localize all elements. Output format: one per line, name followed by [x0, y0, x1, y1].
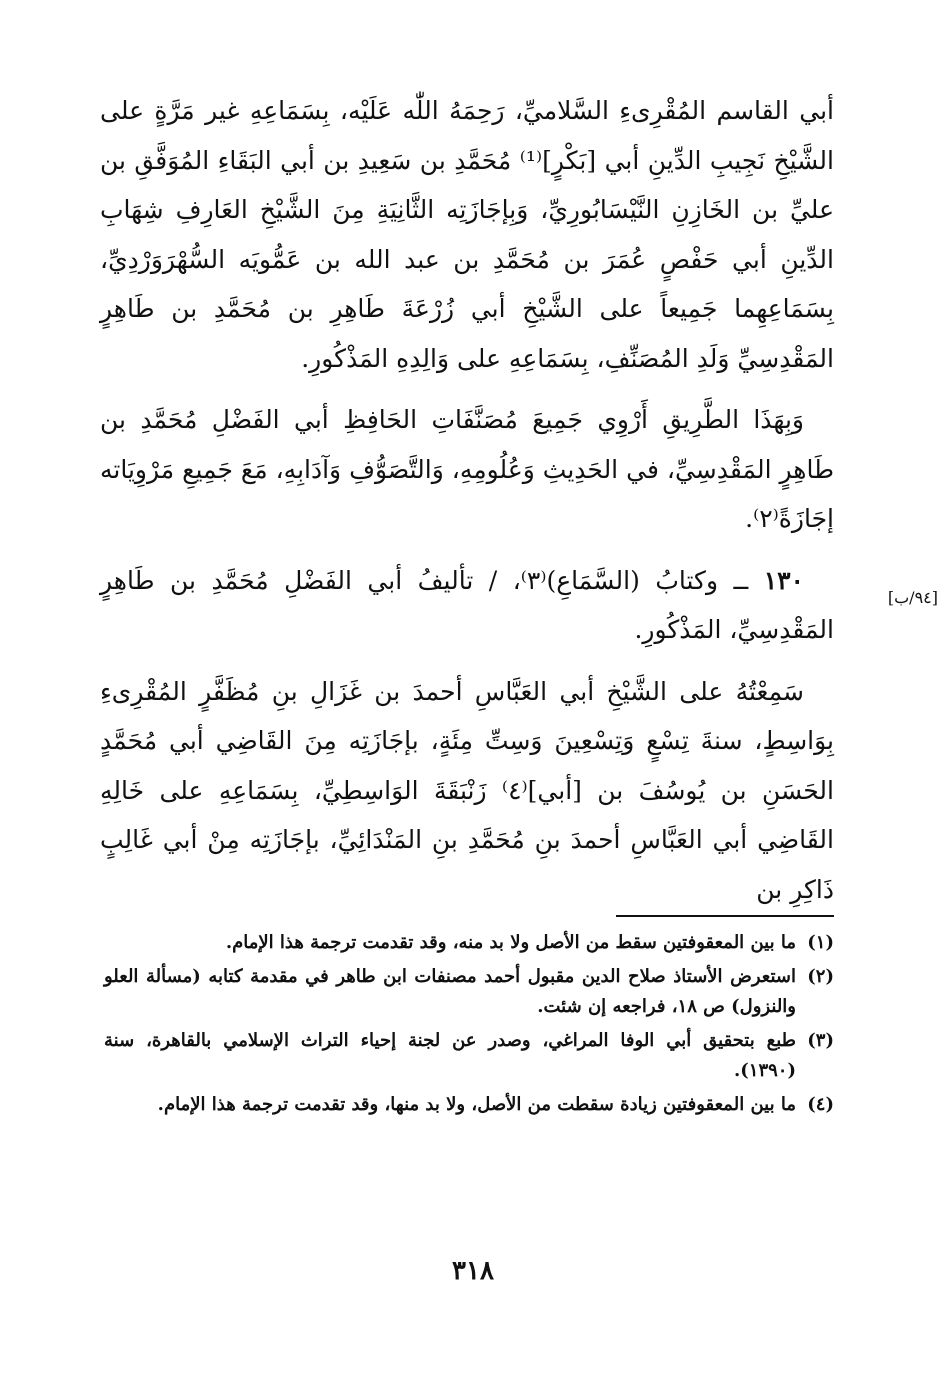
footnote-1 [104, 928, 834, 958]
footnote-number: (١) [807, 932, 834, 953]
page-number: ٣١٨ [452, 1256, 494, 1286]
footnote-number: (٤) [807, 1094, 834, 1115]
footnote-3 [104, 1026, 834, 1086]
paragraph-chain-of-narration: أبي القاسم المُقْرِىءِ السَّلاميِّ، رَحِمَهُ اللّٰه عَلَيْه، بِسَمَاعِهِ غير مَرَّةٍ على الشَّيْخِ نَجِيبِ الدِّينِ أبي [بَكْرٍ]⁽¹⁾ مُحَمَّدِ بن سَعِيدِ بن أبي البَقَاءِ المُوَفَّقِ بن عليِّ بن الخَازِنِ النَّيْسَابُورِيِّ، وَبِإجَازَتِه الثَّانِيَةِ مِنَ الشَّيْخِ العَارِفِ شِهَابِ الدِّينِ أبي حَفْصٍ عُمَرَ بن مُحَمَّدِ بن عبد الله بن عَمُّويَه السُّهْرَوَرْدِيِّ، بِسَمَاعِهِما جَمِيعاً على الشَّيْخِ أبي زُرْعَةَ طَاهِرِ بن مُحَمَّدِ بن طَاهِرٍ المَقْدِسِيِّ وَلَدِ المُصَنِّفِ، بِسَمَاعِهِ على وَالِدِهِ المَذْكُورِ. [100, 96, 834, 373]
paragraph-entry-130 [100, 556, 834, 655]
entry-number: ١٣٠ [763, 565, 804, 595]
footnote-4 [104, 1090, 834, 1120]
footnote-number: (٣) [807, 1030, 834, 1051]
entry-130-text: ــ وكتابُ (السَّمَاعِ)⁽٣⁾، / تأليفُ أبي الفَضْلِ مُحَمَّدِ بن طَاهِرٍ المَقْدِسِيِّ، المَذْكُورِ. [100, 565, 834, 644]
footnote-text: طبع بتحقيق أبي الوفا المراغي، وصدر عن لجنة إحياء التراث الإسلامي بالقاهرة، سنة (١٣٩٠). [104, 1030, 796, 1081]
manuscript-folio-note: [٩٤/ب] [887, 588, 938, 607]
footnote-divider [616, 915, 834, 917]
footnotes [104, 928, 834, 1124]
footnote-text: ما بين المعقوفتين زيادة سقطت من الأصل، ولا بد منها، وقد تقدمت ترجمة هذا الإمام. [157, 1094, 796, 1115]
footnote-text: استعرض الأستاذ صلاح الدين مقبول أحمد مصنفات ابن طاهر في مقدمة كتابه (مسألة العلو والنزول) ص ١٨، فراجعه إن شئت. [104, 966, 796, 1017]
paragraph-works-narration: وَبِهَذَا الطَّرِيقِ أَرْوِي جَمِيعَ مُصَنَّفَاتِ الحَافِظِ أبي الفَضْلِ مُحَمَّدِ بن طَاهِرٍ المَقْدِسِيِّ، في الحَدِيثِ وَعُلُومِهِ، وَالتَّصَوُّفِ وَآدَابِهِ، مَعَ جَمِيعِ مَرْوِيَاته إجَازَةً⁽٢⁾. [100, 405, 834, 533]
main-text [100, 86, 834, 914]
footnote-2 [104, 962, 834, 1022]
footnote-text: ما بين المعقوفتين سقط من الأصل ولا بد منه، وقد تقدمت ترجمة هذا الإمام. [225, 932, 796, 953]
paragraph-hearing-chain: سَمِعْتُهُ على الشَّيْخِ أبي العَبَّاسِ أحمدَ بن غَزَالِ بنِ مُظَفَّرٍ المُقْرِىءِ بِوَاسِطٍ، سنةَ تِسْعٍ وَتِسْعِينَ وَسِتِّ مِئَةٍ، بإجَازَتِه مِنَ القَاضِي أبي مُحَمَّدٍ الحَسَنِ بن يُوسُفَ بن [أبي]⁽٤⁾ زَنْبَقَةَ الوَاسِطِيِّ، بِسَمَاعِهِ على خَالِهِ القَاضِي أبي العَبَّاسِ أحمدَ بنِ مُحَمَّدِ بنِ المَنْدَائِيِّ، بإجَازَتِه مِنْ أبي غَالِبٍ ذَاكِرِ بن [100, 676, 834, 904]
footnote-number: (٢) [807, 966, 834, 987]
